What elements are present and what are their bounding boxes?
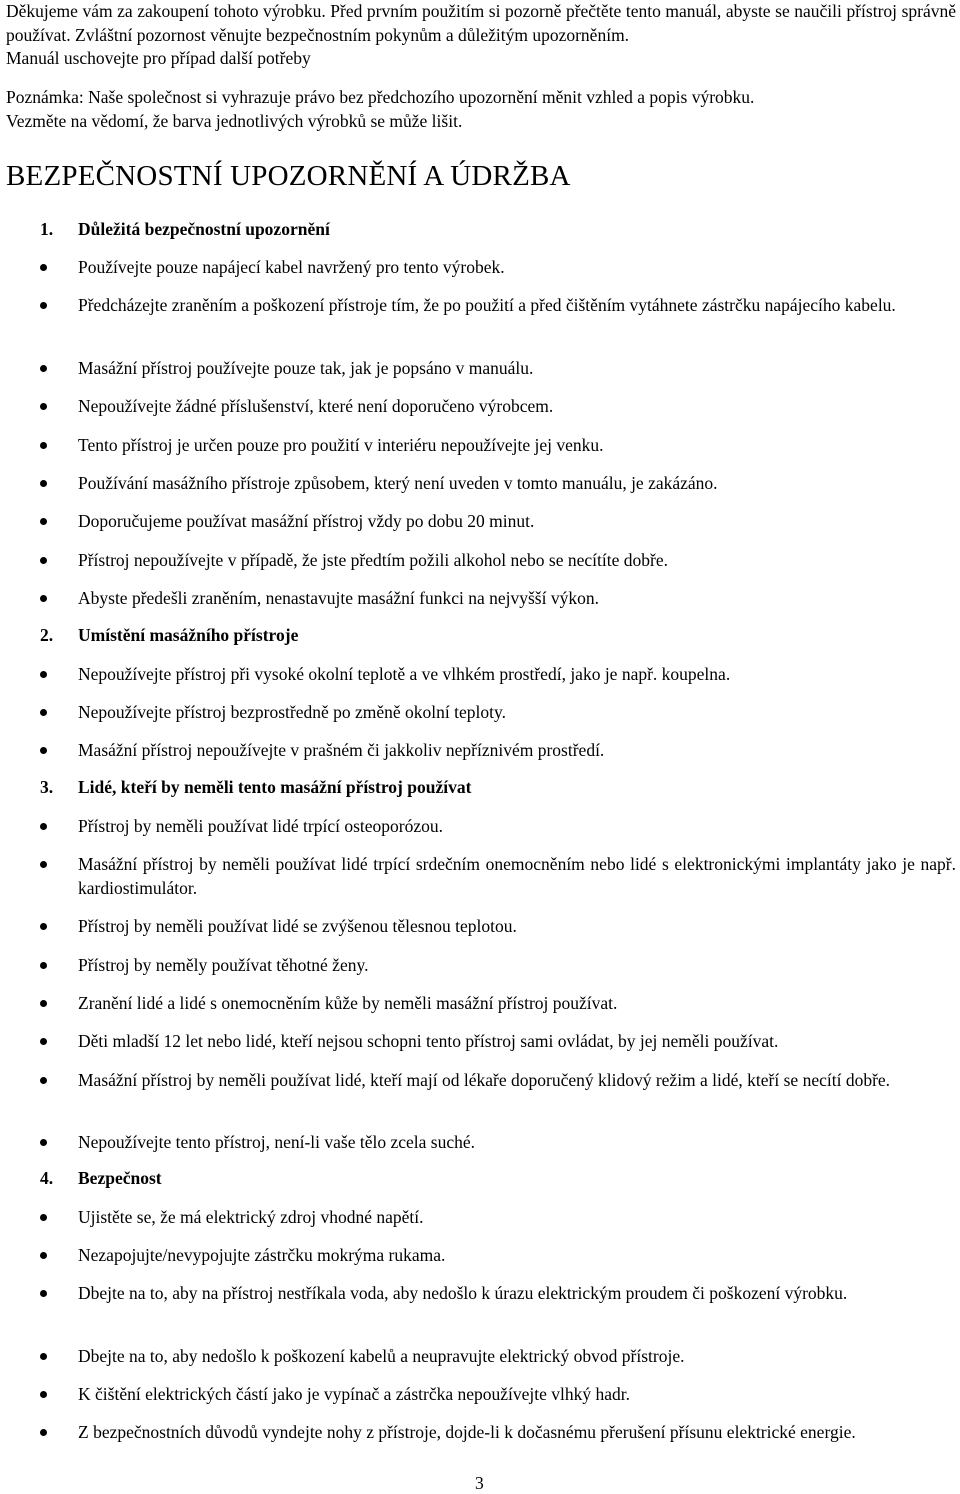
- list-item: [40, 472, 956, 496]
- list-item: [40, 1244, 956, 1268]
- intro-text-last-line: Manuál uschovejte pro případ další potřeby: [6, 48, 311, 68]
- list-item-text: Masážní přístroj by neměli používat lidé trpící srdečním onemocněním nebo lidé s elektronickými implantáty jako je např. kardiostimulátor.: [78, 854, 956, 898]
- list-item: [40, 853, 956, 900]
- bullet-icon: [40, 557, 47, 564]
- list-item: [40, 395, 956, 419]
- bullet-icon: [40, 861, 47, 868]
- note-paragraph: [6, 86, 956, 133]
- list-item: [40, 256, 956, 280]
- list-item: [40, 510, 956, 534]
- section-title-text: Umístění masážního přístroje: [78, 625, 299, 645]
- bullet-icon: [40, 747, 47, 754]
- bullet-icon: [40, 962, 47, 969]
- section-number: 3.: [40, 777, 54, 797]
- section-number: 4.: [40, 1168, 54, 1188]
- list-item-text: Nepoužívejte tento přístroj, není-li vaše tělo zcela suché.: [78, 1132, 476, 1152]
- list-item-text: Předcházejte zraněním a poškození přístroje tím, že po použití a před čištěním vytáhnete zástrčku napájecího kabelu.: [78, 295, 896, 315]
- list-item-text: Z bezpečnostních důvodů vyndejte nohy z přístroje, dojde-li k dočasnému přerušení přísunu elektrické energie.: [78, 1422, 856, 1442]
- section-title-text: Bezpečnost: [78, 1168, 162, 1188]
- list-item: [40, 434, 956, 458]
- list-item: [40, 1206, 956, 1230]
- list-item-text: Používání masážního přístroje způsobem, který není uveden v tomto manuálu, je zakázáno.: [78, 473, 718, 493]
- list-item-text: Tento přístroj je určen pouze pro použití v interiéru nepoužívejte jej venku.: [78, 435, 604, 455]
- list-item-text: K čištění elektrických částí jako je vypínač a zástrčka nepoužívejte vlhký hadr.: [78, 1384, 631, 1404]
- list-item-text: Přístroj nepoužívejte v případě, že jste předtím požili alkohol nebo se necítíte dobře.: [78, 550, 668, 570]
- bullet-icon: [40, 264, 47, 271]
- bullet-icon: [40, 823, 47, 830]
- list-item-text: Ujistěte se, že má elektrický zdroj vhodné napětí.: [78, 1207, 424, 1227]
- bullet-icon: [40, 365, 47, 372]
- bullet-icon: [40, 1077, 47, 1084]
- bullet-icon: [40, 442, 47, 449]
- note-text: Poznámka: Naše společnost si vyhrazuje právo bez předchozího upozornění měnit vzhled a popis výrobku.: [6, 87, 755, 107]
- section-title-text: Důležitá bezpečnostní upozornění: [78, 219, 330, 239]
- list-item: [40, 739, 956, 763]
- intro-text: Děkujeme vám za zakoupení tohoto výrobku. Před prvním použitím si pozorně přečtěte tento manuál, abyste se naučili přístroj správně používat. Zvláštní pozornost věnujte bezpečnostním pokynům a důležitým upozorněním.: [6, 1, 956, 45]
- bullet-icon: [40, 923, 47, 930]
- list-item-text: Nezapojujte/nevypojujte zástrčku mokrýma rukama.: [78, 1245, 446, 1265]
- list-item-text: Abyste předešli zraněním, nenastavujte masážní funkci na nejvyšší výkon.: [78, 588, 599, 608]
- bullet-icon: [40, 1214, 47, 1221]
- list-item-text: Přístroj by neměli používat lidé se zvýšenou tělesnou teplotou.: [78, 916, 517, 936]
- list-item-text: Nepoužívejte přístroj při vysoké okolní teplotě a ve vlhkém prostředí, jako je např. koupelna.: [78, 664, 731, 684]
- note-text-last-line: Vezměte na vědomí, že barva jednotlivých výrobků se může lišit.: [6, 110, 463, 131]
- list-item-text: Děti mladší 12 let nebo lidé, kteří nejsou schopni tento přístroj sami ovládat, by jej neměli používat.: [78, 1031, 779, 1051]
- list-item: [40, 992, 956, 1016]
- section-number: 2.: [40, 625, 54, 645]
- bullet-icon: [40, 1252, 47, 1259]
- list-item: [40, 1030, 956, 1054]
- list-item-text: Doporučujeme používat masážní přístroj vždy po dobu 20 minut.: [78, 511, 535, 531]
- list-item: [40, 915, 956, 939]
- list-item: [40, 1131, 956, 1155]
- page-number: 3: [475, 1473, 484, 1493]
- list-item: [40, 1345, 956, 1369]
- bullet-icon: [40, 1139, 47, 1146]
- list-item: [40, 587, 956, 611]
- list-item-text: Dbejte na to, aby na přístroj nestříkala voda, aby nedošlo k úrazu elektrickým proudem či poškození výrobku.: [78, 1283, 848, 1303]
- bullet-icon: [40, 1000, 47, 1007]
- list-item-text: Používejte pouze napájecí kabel navržený pro tento výrobek.: [78, 257, 505, 277]
- list-item: [40, 815, 956, 839]
- section-title-4: [40, 1167, 162, 1190]
- list-item: [40, 357, 956, 381]
- bullet-icon: [40, 595, 47, 602]
- section-title-1: [40, 218, 330, 241]
- bullet-icon: [40, 1429, 47, 1436]
- list-item-text: Přístroj by neměli používat lidé trpící osteoporózou.: [78, 816, 443, 836]
- bullet-icon: [40, 709, 47, 716]
- list-item: [40, 294, 956, 318]
- list-item: [40, 954, 956, 978]
- list-item-text: Masážní přístroj nepoužívejte v prašném či jakkoliv nepříznivém prostředí.: [78, 740, 605, 760]
- bullet-icon: [40, 518, 47, 525]
- bullet-icon: [40, 1038, 47, 1045]
- section-title-3: [40, 776, 471, 799]
- list-item-text: Nepoužívejte žádné příslušenství, které není doporučeno výrobcem.: [78, 396, 554, 416]
- list-item-text: Přístroj by neměly používat těhotné ženy.: [78, 955, 369, 975]
- bullet-icon: [40, 302, 47, 309]
- list-item-text: Zranění lidé a lidé s onemocněním kůže by neměli masážní přístroj používat.: [78, 993, 618, 1013]
- section-title-text: Lidé, kteří by neměli tento masážní přístroj používat: [78, 777, 472, 797]
- list-item: [40, 701, 956, 725]
- bullet-icon: [40, 1353, 47, 1360]
- list-item-text: Nepoužívejte přístroj bezprostředně po změně okolní teploty.: [78, 702, 506, 722]
- list-item: [40, 663, 956, 687]
- bullet-icon: [40, 403, 47, 410]
- section-number: 1.: [40, 219, 54, 239]
- bullet-icon: [40, 480, 47, 487]
- section-title-2: [40, 624, 298, 647]
- list-item: [40, 549, 956, 573]
- list-item: [40, 1383, 956, 1407]
- list-item-text: Dbejte na to, aby nedošlo k poškození kabelů a neupravujte elektrický obvod přístroje.: [78, 1346, 685, 1366]
- bullet-icon: [40, 1391, 47, 1398]
- list-item: [40, 1069, 956, 1093]
- intro-paragraph: [6, 0, 956, 71]
- list-item-text: Masážní přístroj používejte pouze tak, jak je popsáno v manuálu.: [78, 358, 534, 378]
- list-item-text: Masážní přístroj by neměli používat lidé, kteří mají od lékaře doporučený klidový režim a lidé, kteří se necítí dobře.: [78, 1070, 891, 1090]
- bullet-icon: [40, 1290, 47, 1297]
- page-heading: BEZPEČNOSTNÍ UPOZORNĚNÍ A ÚDRŽBA: [6, 160, 571, 192]
- list-item: [40, 1282, 956, 1306]
- bullet-icon: [40, 671, 47, 678]
- list-item: [40, 1421, 956, 1445]
